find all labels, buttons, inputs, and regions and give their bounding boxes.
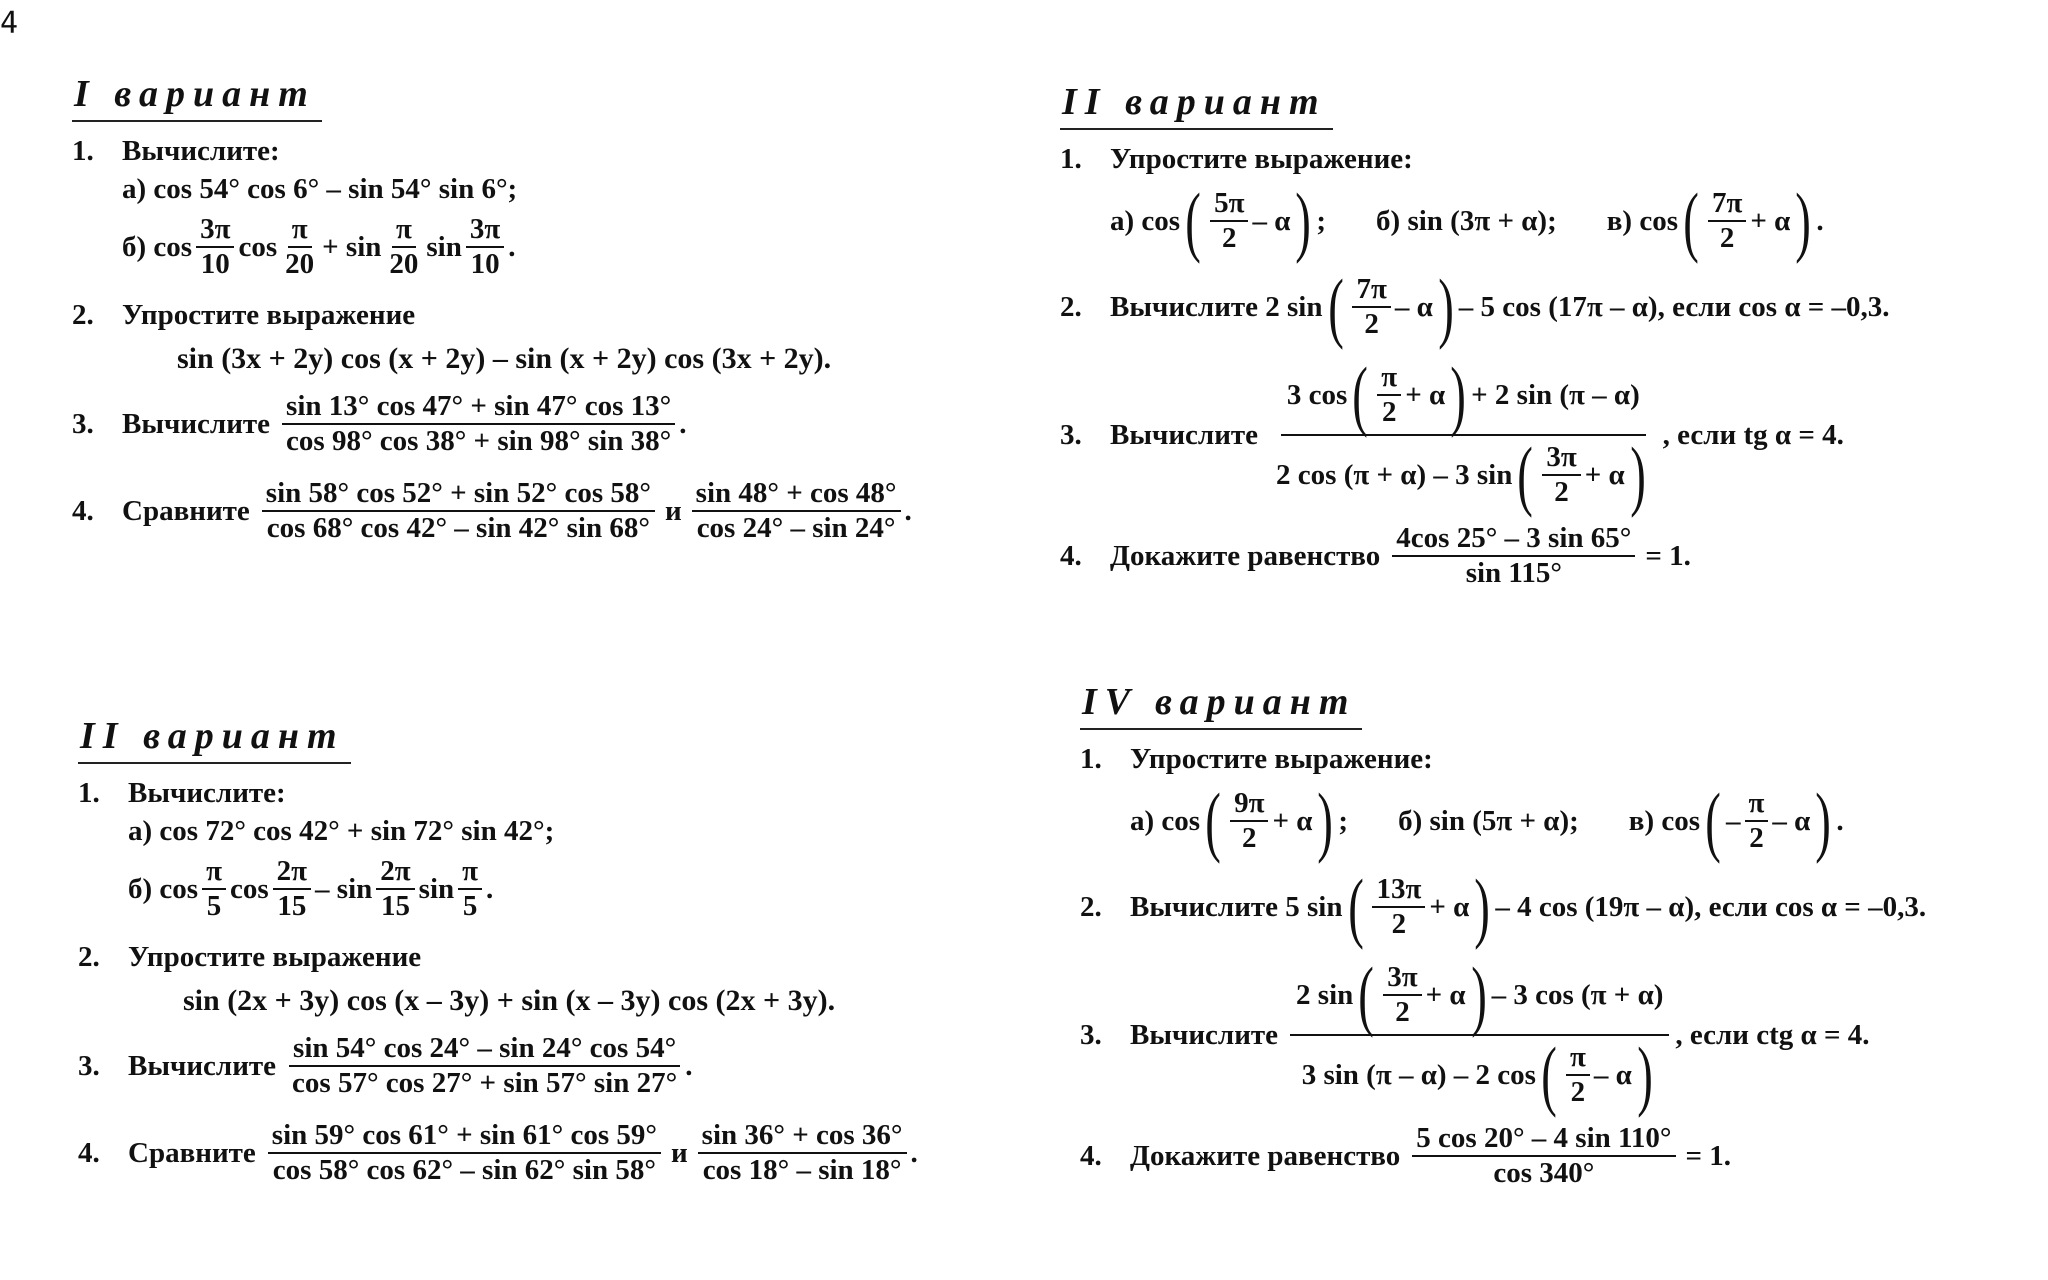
task-2: 2. Упростите выражение sin (2x + 3y) cos (x – 3y) + sin (x – 3y) cos (2x + 3y). <box>78 941 836 1017</box>
fraction: $\frac{4\cos 25^\circ - 3 \sin 65^\circ}{\sin 115^\circ}$ <box>1392 522 1635 591</box>
task-3: 3. Вычислите $\frac{\sin 54^\circ \cos 24^\circ - \sin 24^\circ \cos 54^\circ}{\cos 57^\circ \cos 27^\circ + \sin 57^\circ \sin 27^\circ}$ . <box>78 1032 693 1100</box>
fraction: $\frac{3\pi}{10}$ <box>466 213 504 282</box>
task-label: Упростите выражение <box>122 299 416 331</box>
variant-4 <box>1080 680 2020 1191</box>
fraction: $\frac{3\pi}{10}$ <box>196 213 234 282</box>
task-4: 4. Сравните $\frac{\sin 59^\circ \cos 61^\circ + \sin 61^\circ \cos 59^\circ}{\cos 58^\circ \cos 62^\circ - \sin 62^\circ \sin 58^\circ}$ и $\frac{\sin 36^\circ + \cos 36^\circ}{\cos 18^\circ - \sin 18^\circ}$ . <box>78 1118 918 1187</box>
fraction: $\frac{\pi}{20}$ <box>389 212 419 280</box>
task-number: 1. <box>72 135 94 167</box>
task-1: 1. Упростите выражение: а) cos ( $\frac{9\pi}{2}$ + α ) ; б) sin (5π + α); в) cos ( – $\frac{\pi}{2}$ – α ) . <box>1080 740 2020 864</box>
variant-title: IV вариант <box>1080 680 1362 730</box>
page-number: 4 <box>0 6 19 41</box>
fraction: $\frac{\sin 13^\circ \cos 47^\circ + \sin 47^\circ \cos 13^\circ}{\cos 98^\circ \cos 38^\circ + \sin 98^\circ \sin 38^\circ}$ <box>282 390 675 459</box>
fraction: $\frac{\sin 58^\circ \cos 52^\circ + \sin 52^\circ \cos 58^\circ}{\cos 68^\circ \cos 42^\circ - \sin 42^\circ \sin 68^\circ}$ <box>262 477 655 546</box>
task-1: 1. Упростите выражение: а) cos ( $\frac{5\pi}{2}$ – α ) ; б) sin (3π + α); в) cos ( $\frac{7\pi}{2}$ + α ) . <box>1060 140 2020 264</box>
task-2: 2. Вычислите 2 sin ( $\frac{7\pi}{2}$ – α ) – 5 cos (17π – α), если cos α = –0,3. <box>1060 264 2020 350</box>
fraction: 3 cos ( $\frac{\pi}{2}$ + α ) + 2 sin (π – α) 2 cos (π + α) – 3 sin ( $\frac{3\pi}{2}$ + α ) <box>1270 356 1657 514</box>
task-2 <box>72 296 1012 378</box>
task-4: 4. Докажите равенство $\frac{4\cos 25^\circ - 3 \sin 65^\circ}{\sin 115^\circ}$ = 1. <box>1060 522 1691 590</box>
task-label: Вычислите: <box>122 135 280 167</box>
variant-3 <box>78 714 1018 1187</box>
task-1b: б) cos $\frac{\pi}{5}$ cos $\frac{2\pi}{15}$ – sin $\frac{2\pi}{15}$ sin $\frac{\pi}{5}$ . <box>128 854 494 922</box>
fraction: $\frac{\sin 48^\circ + \cos 48^\circ}{\cos 24^\circ - \sin 24^\circ}$ <box>692 477 901 546</box>
task-4: 4. Сравните $\frac{\sin 58^\circ \cos 52^\circ + \sin 52^\circ \cos 58^\circ}{\cos 68^\circ \cos 42^\circ - \sin 42^\circ \sin 68^\circ}$ и $\frac{\sin 48^\circ + \cos 48^\circ}{\cos 24^\circ - \sin 24^\circ}$ . <box>72 476 912 545</box>
task-1-options: а) cos ( $\frac{5\pi}{2}$ – α ) ; б) sin (3π + α); в) cos ( $\frac{7\pi}{2}$ + α ) . <box>1060 178 2020 264</box>
variant-1 <box>72 72 1012 545</box>
fraction: $\frac{\pi}{20}$ <box>285 212 315 280</box>
task-4: 4. Докажите равенство $\frac{5 \cos 20^\circ - 4 \sin 110^\circ}{\cos 340^\circ}$ = 1. <box>1080 1122 1732 1190</box>
task-1a: а) cos 72° cos 42° + sin 72° sin 42°; <box>128 815 555 847</box>
task-3: 3. Вычислите 2 sin ( $\frac{3\pi}{2}$ + α ) – 3 cos (π + α) 3 sin (π – α) – 2 cos ( $\frac{\pi}{2}$ – α ) , если ctg α = 4. <box>1080 956 2020 1114</box>
task-1 <box>72 132 1012 286</box>
variant-title: II вариант <box>1060 80 1333 130</box>
variant-title: I вариант <box>72 72 322 122</box>
task-1: 1. Вычислите: а) cos 72° cos 42° + sin 72° sin 42°; б) cos $\frac{\pi}{5}$ cos $\frac{2\pi}{15}$ – sin $\frac{2\pi}{15}$ sin $\frac{\pi}{5}$ . <box>78 774 1018 928</box>
task-number: 2. <box>72 299 94 331</box>
task-3: 3. Вычислите 3 cos ( $\frac{\pi}{2}$ + α ) + 2 sin (π – α) 2 cos (π + α) – 3 sin ( $\frac{3\pi}{2}$ + α ) , если tg α = 4. <box>1060 356 2020 514</box>
task-3: 3. Вычислите $\frac{\sin 13^\circ \cos 47^\circ + \sin 47^\circ \cos 13^\circ}{\cos 98^\circ \cos 38^\circ + \sin 98^\circ \sin 38^\circ}$ . <box>72 390 687 458</box>
variant-title: II вариант <box>78 714 351 764</box>
task-2-expression: sin (3x + 2y) cos (x + 2y) – sin (x + 2y) cos (3x + 2y). <box>177 342 832 375</box>
task-2: 2. Вычислите 5 sin ( $\frac{13\pi}{2}$ + α ) – 4 cos (19π – α), если cos α = –0,3. <box>1080 864 2020 950</box>
task-1a: а) cos 54° cos 6° – sin 54° sin 6°; <box>122 173 518 205</box>
variant-2 <box>1060 80 2020 591</box>
task-1b: б) cos $\frac{3\pi}{10}$ cos $\frac{\pi}{20}$ + sin $\frac{\pi}{20}$ sin $\frac{3\pi}{10}$ . <box>122 212 516 280</box>
